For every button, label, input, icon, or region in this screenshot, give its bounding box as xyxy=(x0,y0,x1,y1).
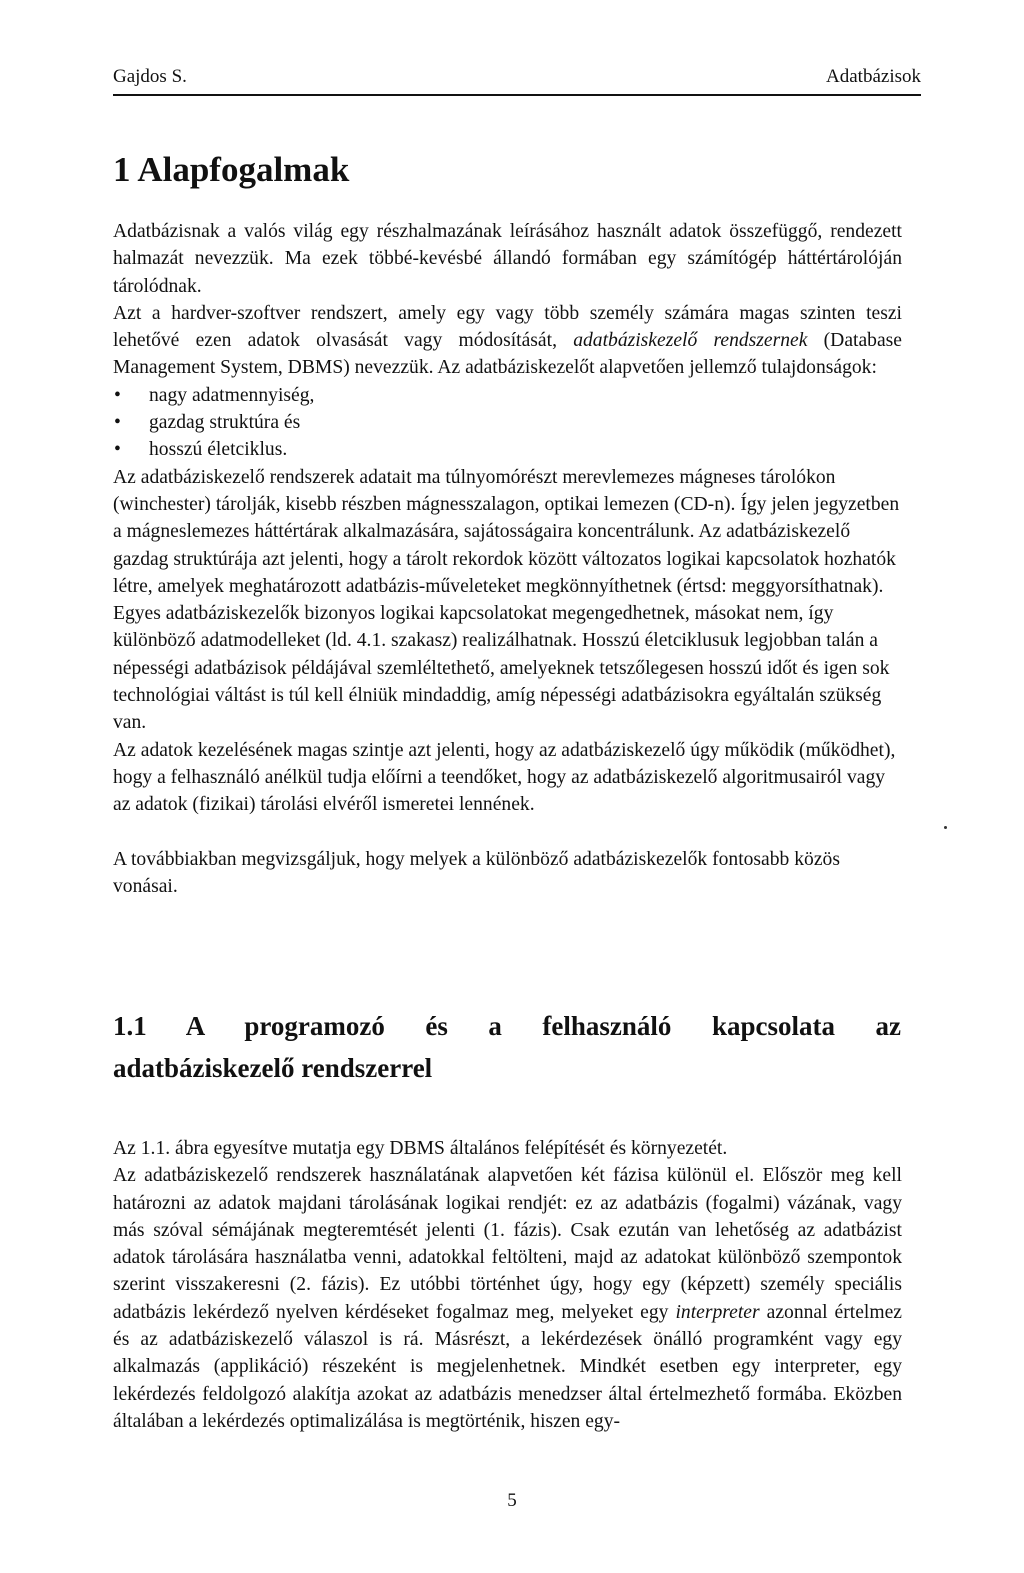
list-item xyxy=(113,436,902,463)
section-heading-line2: adatbáziskezelő rendszerrel xyxy=(113,1053,433,1083)
term-dbms: adatbáziskezelő rendszernek xyxy=(573,330,808,352)
paragraph-outlook: A továbbiakban megvizsgáljuk, hogy melyek a különböző adatbáziskezelők fontosabb közös vonásai. xyxy=(113,848,840,897)
paragraph-figure-ref: Az 1.1. ábra egyesítve mutatja egy DBMS általános felépítését és környezetét. xyxy=(113,1138,728,1159)
paragraph-gap xyxy=(113,819,902,846)
paragraph-phases xyxy=(113,1162,902,1435)
paragraph-dbms xyxy=(113,300,902,382)
list-item xyxy=(113,409,902,436)
list-item-text: nagy adatmennyiség, xyxy=(149,384,315,406)
bullet-icon: • xyxy=(114,439,121,461)
paragraph-high-level: Az adatok kezelésének magas szintje azt jelenti, hogy az adatbáziskezelő úgy működik (működhet), hogy a felhasználó anélkül tudja előírni a teendőket, hogy az adatbáziskezelő algoritmusairól vagy az adatok (fizikai) tárolási elvéről ismeretei lennének. xyxy=(113,739,896,816)
header-title: Adatbázisok xyxy=(826,66,921,87)
bullet-icon: • xyxy=(114,412,121,434)
running-header xyxy=(113,60,921,96)
paragraph-dbms-text-a: Azt a hardver-szoftver rendszert, amely egy vagy több személy számára magas szinten teszi lehetővé ezen adatok olvasását vagy módosítását, xyxy=(113,302,902,352)
section2-body xyxy=(113,1135,902,1435)
paragraph-phases-text-a: Az adatbáziskezelő rendszerek használatának alapvetően két fázisa különül el. Először meg kell határozni az adatok majdani tárolásának logikai rendjét: ez az adatbázis (fogalmi) vázának, vagy más szóval sémájának megteremtését jelenti (1. fázis). Csak ezután van lehetőség az adatbázist adatok tárolására használatba venni, adatokkal feltölteni, majd az adatokat különböző szempontok szerint visszakeresni (2. fázis). Ez utóbbi történhet úgy, hogy egy (képzett) személy speciális adatbázis lekérdező nyelven kérdéseket fogalmaz meg, melyeket egy xyxy=(113,1165,902,1323)
list-item xyxy=(113,382,902,409)
header-author: Gajdos S. xyxy=(113,66,187,87)
bullet-icon: • xyxy=(114,384,121,406)
list-item-text: gazdag struktúra és xyxy=(149,412,301,434)
paragraph-dbms-text-b: (Database Management System, DBMS) nevezzük. Az adatbáziskezelőt alapvetően jellemző tulajdonságok: xyxy=(113,330,902,379)
paragraph-storage: Az adatbáziskezelő rendszerek adatait ma túlnyomórészt merevlemezes mágneses tárolókon (winchester) tárolják, kisebb részben mágnesszalagon, optikai lemezen (CD-n). Így jelen jegyzetben a mágneslemezes háttértárak alkalmazására, sajátosságaira koncentrálunk. Az adatbáziskezelő gazdag struktúrája azt jelenti, hogy a tárolt rekordok között változatos logikai kapcsolatok hozhatók létre, amelyek meghatározott adatbázis-műveleteket megkönnyíthetnek (értsd: meggyorsíthatnak). Egyes adatbáziskezelők bizonyos logikai kapcsolatokat megengedhetnek, másokat nem, így különböző adatmodelleket (ld. 4.1. szakasz) realizálhatnak. Hosszú életciklusuk legjobban talán a népességi adatbázisok példájával szemléltethető, amelyeknek tetszőlegesen hosszú időt és igen sok technológiai váltást is túl kell élniük mindaddig, amíg népességi adatbázisokra egyáltalán szükség van. xyxy=(113,466,900,734)
term-interpreter: interpreter xyxy=(675,1301,760,1323)
paragraph-phases-text-b: azonnal értelmez és az adatbáziskezelő válaszol is rá. Másrészt, a lekérdezések önálló programként vagy egy alkalmazás (applikáció) részeként is megjelenhetnek. Mindkét esetben egy interpreter, egy lekérdezés feldolgozó alakítja azokat az adatbázis menedzser által értelmezhető formába. Eközben általában a lekérdezés optimalizálása is megtörténik, hiszen egy- xyxy=(113,1301,902,1432)
property-list xyxy=(113,382,902,464)
scan-speck xyxy=(944,826,947,829)
paragraph-definition: Adatbázisnak a valós világ egy részhalmazának leírásához használt adatok összefüggő, rendezett halmazát nevezzük. Ma ezek többé-kevésbé állandó formában egy számítógép háttértárolóján tárolódnak. xyxy=(113,221,902,297)
page-number: 5 xyxy=(507,1490,517,1511)
section-heading xyxy=(113,1005,901,1089)
list-item-text: hosszú életciklus. xyxy=(149,439,288,461)
chapter-heading: 1 Alapfogalmak xyxy=(113,150,350,189)
section-heading-line1: 1.1 A programozó és a felhasználó kapcsolata az xyxy=(113,1011,901,1041)
section1-body xyxy=(113,218,902,900)
